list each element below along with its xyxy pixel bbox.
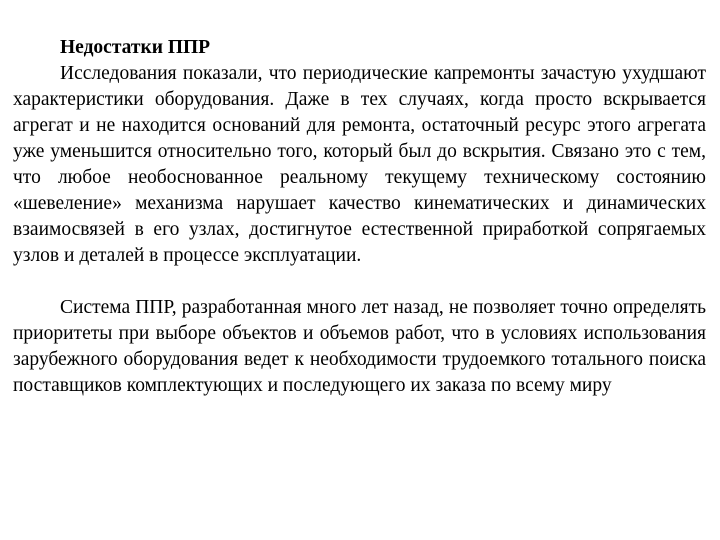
paragraph-spacer [13,269,706,295]
document-body [13,35,706,399]
paragraph-1: Исследования показали, что периодические капремонты зачастую ухудшают характеристики оборудования. Даже в тех случаях, когда просто вскрывается агрегат и не находится оснований для ремонта, остаточный ресурс этого агрегата уже уменьшится относительно того, который был до вскрытия. Связано это с тем, что любое необоснованное реальному текущему техническому состоянию «шевеление» механизма нарушает качество кинематических и динамических взаимосвязей в его узлах, достигнутое естественной приработкой сопрягаемых узлов и деталей в процессе эксплуатации. [13,63,706,266]
document-heading: Недостатки ППР [60,37,211,58]
paragraph-2: Система ППР, разработанная много лет назад, не позволяет точно определять приоритеты при выборе объектов и объемов работ, что в условиях использования зарубежного оборудования ведет к необходимости трудоемкого тотального поиска поставщиков комплектующих и последующего их заказа по всему миру [13,297,706,396]
